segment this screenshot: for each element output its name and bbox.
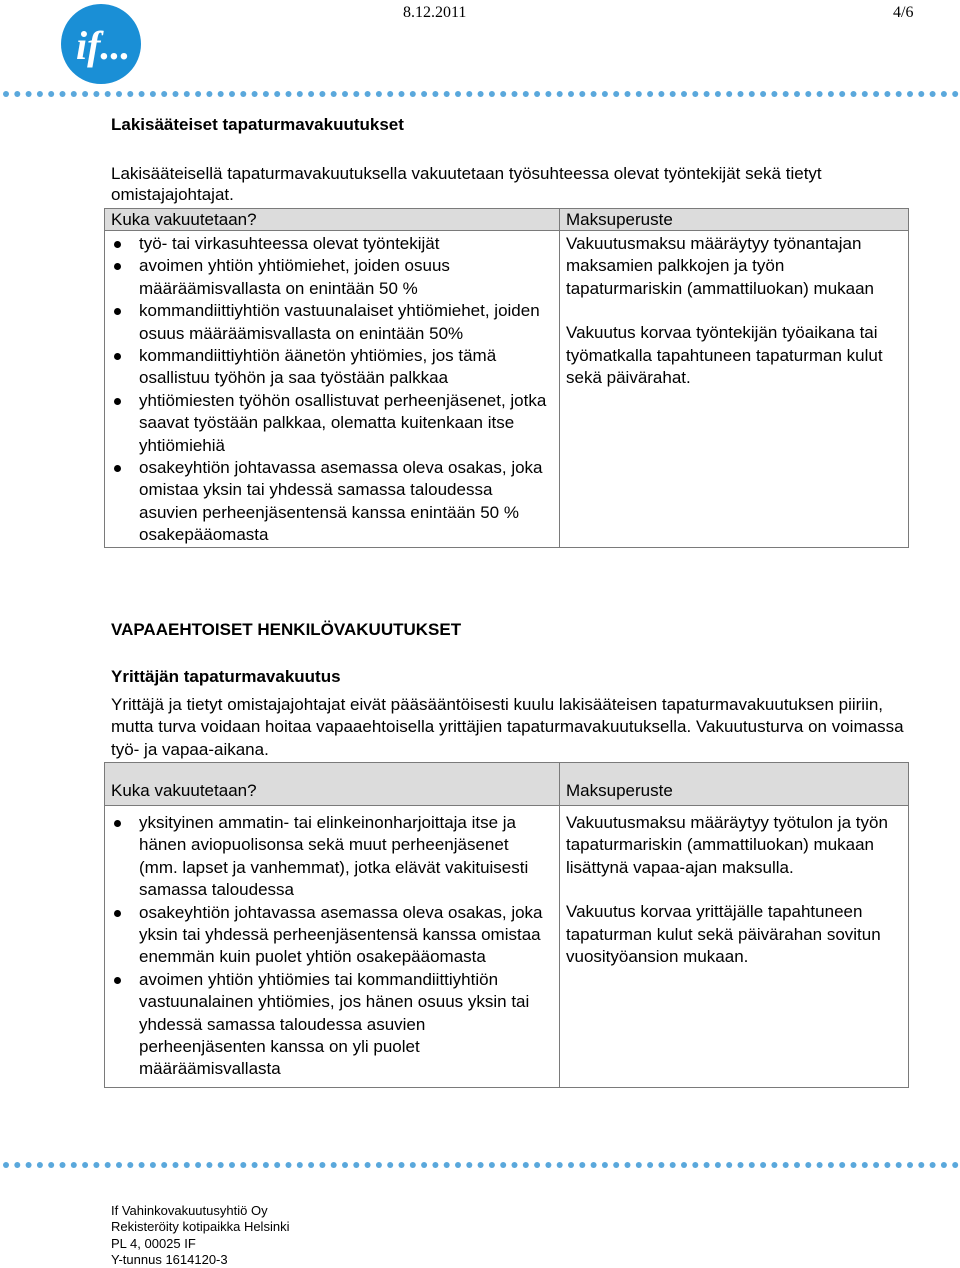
- divider-dot: [365, 1162, 371, 1168]
- divider-dot: [579, 1162, 585, 1168]
- footer-line: PL 4, 00025 IF: [111, 1235, 196, 1251]
- divider-dot: [783, 1162, 789, 1168]
- list-item: kommandiittiyhtiön äänetön yhtiömies, jos tämä osallistuu työhön ja saa työstään palkkaa: [105, 345, 551, 390]
- divider-dot: [692, 1162, 698, 1168]
- divider-dot: [444, 91, 450, 97]
- divider-dot: [218, 91, 224, 97]
- divider-dot: [150, 91, 156, 97]
- divider-dot: [726, 91, 732, 97]
- divider-dot: [218, 1162, 224, 1168]
- footer-line: If Vahinkovakuutusyhtiö Oy: [111, 1203, 268, 1218]
- table1-right-cell: [560, 231, 909, 548]
- divider-dot: [3, 91, 9, 97]
- divider-dot: [862, 1162, 868, 1168]
- divider-dot: [512, 91, 518, 97]
- dotted-divider: [0, 1159, 960, 1171]
- divider-dot: [636, 1162, 642, 1168]
- divider-dot: [184, 1162, 190, 1168]
- divider-dot: [523, 91, 529, 97]
- divider-dot: [749, 1162, 755, 1168]
- divider-dot: [342, 1162, 348, 1168]
- divider-dot: [896, 1162, 902, 1168]
- list-item: avoimen yhtiön yhtiömiehet, joiden osuus määräämisvallasta on enintään 50 %: [105, 255, 551, 300]
- divider-dot: [738, 1162, 744, 1168]
- divider-dot: [93, 1162, 99, 1168]
- divider-dot: [545, 91, 551, 97]
- divider-dot: [139, 91, 145, 97]
- divider-dot: [613, 1162, 619, 1168]
- divider-dot: [127, 1162, 133, 1168]
- list-item: osakeyhtiön johtavassa asemassa oleva osakas, joka omistaa yksin tai yhdessä samassa taloudessa asuvien perheenjäsentensä kanssa enintään 50 % osakepääomasta: [105, 457, 551, 547]
- divider-dot: [195, 91, 201, 97]
- list-item: kommandiittiyhtiön vastuunalaiset yhtiömiehet, joiden osuus määräämisvallasta on enintään 50%: [105, 300, 551, 345]
- table2-right-header-cell: [560, 763, 909, 806]
- divider-dot: [681, 1162, 687, 1168]
- divider-dot: [466, 91, 472, 97]
- list-item: yksityinen ammatin- tai elinkeinonharjoittaja itse ja hänen aviopuolisonsa sekä muut perheenjäsenet (mm. lapset ja vanhemmat), jotka elävät vakituisesti samassa taloudessa: [105, 812, 551, 902]
- divider-dot: [828, 1162, 834, 1168]
- page-number: 4/6: [893, 4, 914, 21]
- divider-dot: [692, 91, 698, 97]
- divider-dot: [930, 91, 936, 97]
- divider-dot: [918, 1162, 924, 1168]
- divider-dot: [376, 91, 382, 97]
- divider-dot: [726, 1162, 732, 1168]
- divider-dot: [37, 1162, 43, 1168]
- section-title: Lakisääteiset tapaturmavakuutukset: [111, 115, 404, 134]
- divider-dot: [399, 1162, 405, 1168]
- divider-dot: [71, 1162, 77, 1168]
- divider-dot: [715, 91, 721, 97]
- table2-coverage: Vakuutus korvaa yrittäjälle tapahtuneen tapaturman kulut sekä päivärahan sovitun vuosityöansion mukaan.: [566, 902, 881, 967]
- divider-dot: [195, 1162, 201, 1168]
- divider-dot: [625, 1162, 631, 1168]
- divider-dot: [14, 1162, 20, 1168]
- divider-dot: [500, 91, 506, 97]
- table2-left-header: Kuka vakuutetaan?: [111, 781, 257, 800]
- divider-dot: [817, 91, 823, 97]
- divider-dot: [478, 91, 484, 97]
- divider-dot: [851, 91, 857, 97]
- divider-dot: [771, 91, 777, 97]
- divider-dot: [771, 1162, 777, 1168]
- divider-dot: [421, 91, 427, 97]
- divider-dot: [127, 91, 133, 97]
- footer-line: Rekisteröity kotipaikka Helsinki: [111, 1219, 290, 1235]
- company-footer: [111, 1203, 289, 1268]
- divider-dot: [331, 91, 337, 97]
- table1-right-header: Maksuperuste: [566, 210, 673, 229]
- divider-dot: [353, 1162, 359, 1168]
- divider-dot: [161, 91, 167, 97]
- table1-left-header-cell: [105, 209, 560, 231]
- divider-dot: [432, 1162, 438, 1168]
- divider-dot: [805, 91, 811, 97]
- divider-dot: [206, 91, 212, 97]
- divider-dot: [150, 1162, 156, 1168]
- divider-dot: [71, 91, 77, 97]
- divider-dot: [105, 91, 111, 97]
- divider-dot: [851, 1162, 857, 1168]
- divider-dot: [557, 1162, 563, 1168]
- divider-dot: [500, 1162, 506, 1168]
- divider-dot: [602, 1162, 608, 1168]
- divider-dot: [828, 91, 834, 97]
- table1-premium-basis: Vakuutusmaksu määräytyy työnantajan maksamien palkkojen ja työn tapaturmariskin (ammattiluokan) mukaan: [566, 234, 875, 298]
- divider-dot: [319, 1162, 325, 1168]
- divider-dot: [240, 1162, 246, 1168]
- divider-dot: [715, 1162, 721, 1168]
- divider-dot: [884, 1162, 890, 1168]
- divider-dot: [252, 91, 258, 97]
- divider-dot: [704, 1162, 710, 1168]
- divider-dot: [907, 1162, 913, 1168]
- divider-dot: [60, 91, 66, 97]
- divider-dot: [512, 1162, 518, 1168]
- divider-dot: [353, 91, 359, 97]
- divider-dot: [274, 91, 280, 97]
- if-logo: [60, 3, 142, 85]
- divider-dot: [918, 91, 924, 97]
- divider-dot: [817, 1162, 823, 1168]
- divider-dot: [387, 1162, 393, 1168]
- table2-right-cell: [560, 806, 909, 1088]
- divider-dot: [421, 1162, 427, 1168]
- divider-dot: [116, 91, 122, 97]
- header-date: 8.12.2011: [403, 4, 467, 21]
- divider-dot: [206, 1162, 212, 1168]
- dotted-divider: [0, 88, 960, 100]
- divider-dot: [489, 1162, 495, 1168]
- entrepreneur-paragraph: Yrittäjä ja tietyt omistajajohtajat eivät pääsääntöisesti kuulu lakisääteisen tapaturmavakuutuksen piiriin, mutta turva voidaan hoitaa vapaaehtoisella yrittäjien tapaturmavakuutuksella. Vakuutusturva on voimassa työ- ja vapaa-aikana.: [111, 695, 904, 759]
- divider-dot: [274, 1162, 280, 1168]
- divider-dot: [410, 91, 416, 97]
- svg-text:if...: if...: [76, 23, 131, 68]
- divider-dot: [930, 1162, 936, 1168]
- divider-dot: [26, 91, 32, 97]
- table2-left-header-cell: [105, 763, 560, 806]
- table2-premium-basis: Vakuutusmaksu määräytyy työtulon ja työn tapaturmariskin (ammattiluokan) mukaan lisättynä vapaa-ajan maksulla.: [566, 813, 888, 877]
- divider-dot: [579, 91, 585, 97]
- table2-left-cell: [105, 806, 560, 1088]
- divider-dot: [14, 91, 20, 97]
- divider-dot: [240, 91, 246, 97]
- divider-dot: [297, 91, 303, 97]
- divider-dot: [568, 91, 574, 97]
- divider-dot: [173, 1162, 179, 1168]
- table2-right-header: Maksuperuste: [566, 781, 673, 800]
- divider-dot: [534, 1162, 540, 1168]
- divider-dot: [658, 1162, 664, 1168]
- divider-dot: [670, 1162, 676, 1168]
- divider-dot: [229, 1162, 235, 1168]
- intro-paragraph: Lakisääteisellä tapaturmavakuutuksella vakuutetaan työsuhteessa olevat työntekijät sekä tietyt omistajajohtajat.: [111, 164, 822, 204]
- footer-line: Y-tunnus 1614120-3: [111, 1251, 228, 1267]
- divider-dot: [681, 91, 687, 97]
- divider-dot: [647, 91, 653, 97]
- divider-dot: [376, 1162, 382, 1168]
- list-item: osakeyhtiön johtavassa asemassa oleva osakas, joka yksin tai yhdessä perheenjäsentensä kanssa omistaa enemmän kuin puolet yhtiön osakepääomasta: [105, 902, 551, 969]
- divider-dot: [286, 1162, 292, 1168]
- divider-dot: [489, 91, 495, 97]
- divider-dot: [805, 1162, 811, 1168]
- divider-dot: [873, 1162, 879, 1168]
- divider-dot: [749, 91, 755, 97]
- divider-dot: [952, 91, 958, 97]
- divider-dot: [523, 1162, 529, 1168]
- divider-dot: [286, 91, 292, 97]
- divider-dot: [839, 91, 845, 97]
- sub-heading: Yrittäjän tapaturmavakuutus: [111, 667, 341, 686]
- divider-dot: [82, 91, 88, 97]
- divider-dot: [647, 1162, 653, 1168]
- divider-dot: [794, 91, 800, 97]
- divider-dot: [444, 1162, 450, 1168]
- divider-dot: [342, 91, 348, 97]
- table1-left-cell: [105, 231, 560, 548]
- divider-dot: [116, 1162, 122, 1168]
- divider-dot: [263, 1162, 269, 1168]
- divider-dot: [760, 91, 766, 97]
- divider-dot: [82, 1162, 88, 1168]
- divider-dot: [839, 1162, 845, 1168]
- divider-dot: [184, 91, 190, 97]
- divider-dot: [545, 1162, 551, 1168]
- entrepreneur-insurance-table: [104, 762, 909, 1088]
- divider-dot: [884, 91, 890, 97]
- divider-dot: [37, 91, 43, 97]
- divider-dot: [941, 1162, 947, 1168]
- divider-dot: [952, 1162, 958, 1168]
- list-item: yhtiömiesten työhön osallistuvat perheenjäsenet, jotka saavat työstään palkkaa, olematta kuitenkaan itse yhtiömiehiä: [105, 390, 551, 457]
- divider-dot: [478, 1162, 484, 1168]
- table1-left-header: Kuka vakuutetaan?: [111, 210, 257, 229]
- divider-dot: [568, 1162, 574, 1168]
- divider-dot: [3, 1162, 9, 1168]
- divider-dot: [308, 1162, 314, 1168]
- list-item: avoimen yhtiön yhtiömies tai kommandiittiyhtiön vastuunalainen yhtiömies, jos hänen osuus yksin tai yhdessä samassa taloudessa asuvien perheenjäsenten kanssa on yli puolet määräämisvallasta: [105, 969, 551, 1081]
- divider-dot: [658, 91, 664, 97]
- statutory-insurance-table: [104, 208, 909, 548]
- divider-dot: [591, 1162, 597, 1168]
- divider-dot: [229, 91, 235, 97]
- table2-insured-list: [105, 812, 551, 1081]
- divider-dot: [760, 1162, 766, 1168]
- divider-dot: [738, 91, 744, 97]
- divider-dot: [873, 91, 879, 97]
- divider-dot: [534, 91, 540, 97]
- divider-dot: [941, 91, 947, 97]
- divider-dot: [48, 91, 54, 97]
- divider-dot: [862, 91, 868, 97]
- table1-coverage: Vakuutus korvaa työntekijän työaikana tai työmatkalla tapahtuneen tapaturman kulut sekä päivärahat.: [566, 323, 883, 388]
- divider-dot: [410, 1162, 416, 1168]
- divider-dot: [173, 91, 179, 97]
- divider-dot: [105, 1162, 111, 1168]
- divider-dot: [93, 91, 99, 97]
- list-item: työ- tai virkasuhteessa olevat työntekijät: [105, 233, 551, 255]
- divider-dot: [591, 91, 597, 97]
- divider-dot: [387, 91, 393, 97]
- divider-dot: [263, 91, 269, 97]
- divider-dot: [432, 91, 438, 97]
- divider-dot: [466, 1162, 472, 1168]
- divider-dot: [139, 1162, 145, 1168]
- table1-right-header-cell: [560, 209, 909, 231]
- divider-dot: [60, 1162, 66, 1168]
- divider-dot: [308, 91, 314, 97]
- section-heading: VAPAAEHTOISET HENKILÖVAKUUTUKSET: [111, 620, 462, 639]
- divider-dot: [625, 91, 631, 97]
- divider-dot: [613, 91, 619, 97]
- divider-dot: [794, 1162, 800, 1168]
- divider-dot: [557, 91, 563, 97]
- divider-dot: [783, 91, 789, 97]
- divider-dot: [455, 91, 461, 97]
- divider-dot: [670, 91, 676, 97]
- divider-dot: [636, 91, 642, 97]
- divider-dot: [319, 91, 325, 97]
- table1-insured-list: [105, 233, 551, 547]
- divider-dot: [704, 91, 710, 97]
- divider-dot: [602, 91, 608, 97]
- divider-dot: [399, 91, 405, 97]
- divider-dot: [161, 1162, 167, 1168]
- divider-dot: [365, 91, 371, 97]
- divider-dot: [896, 91, 902, 97]
- divider-dot: [907, 91, 913, 97]
- divider-dot: [455, 1162, 461, 1168]
- divider-dot: [252, 1162, 258, 1168]
- divider-dot: [26, 1162, 32, 1168]
- divider-dot: [297, 1162, 303, 1168]
- divider-dot: [48, 1162, 54, 1168]
- divider-dot: [331, 1162, 337, 1168]
